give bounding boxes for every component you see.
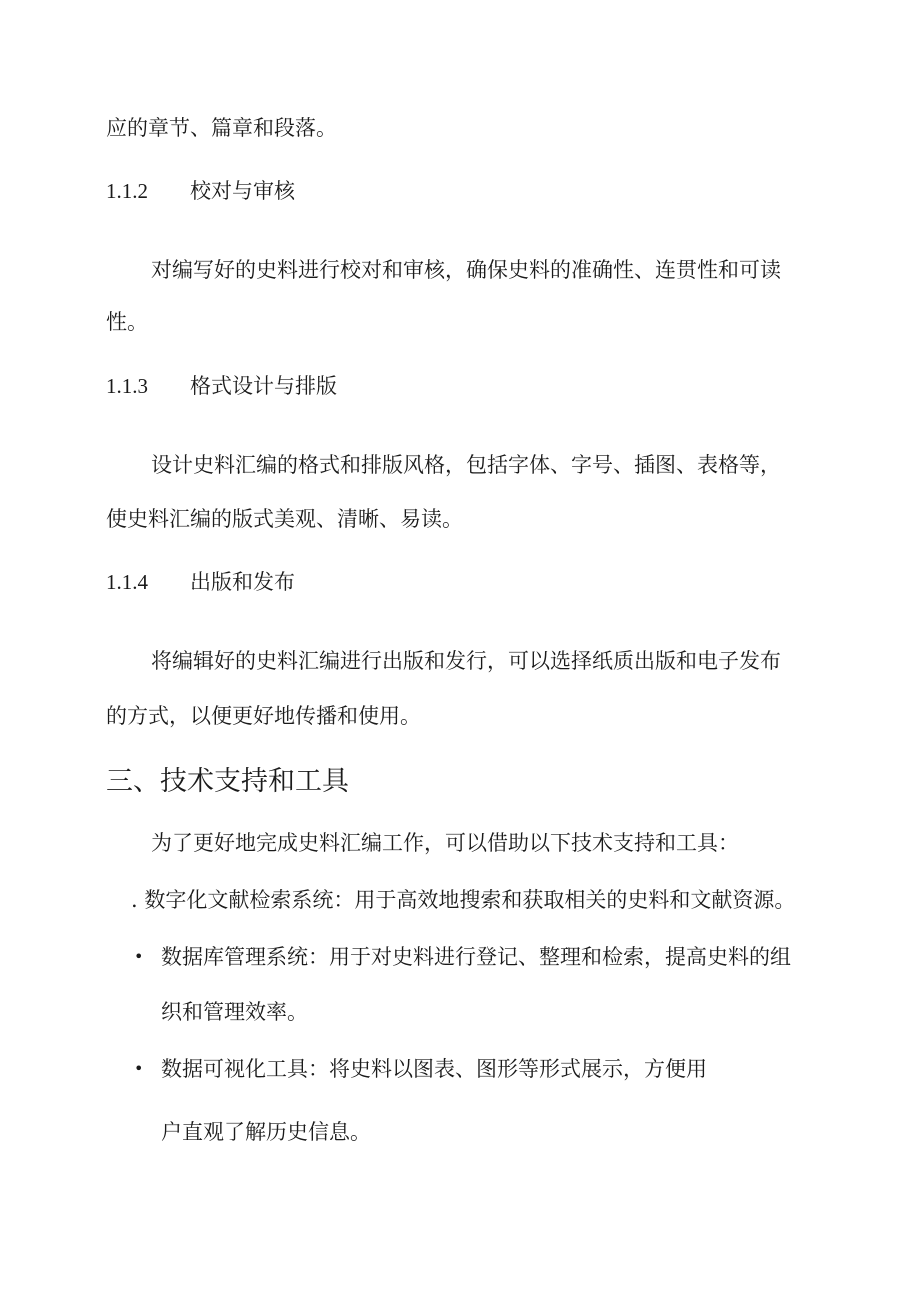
section-number-1-1-3: 1.1.3 [106,374,148,398]
section-title-1-1-2: 校对与审核 [190,179,295,203]
section-title-1-1-3: 格式设计与排版 [190,374,337,398]
paragraph-continuation: 应的章节、篇章和段落。 [106,116,337,140]
section-number-1-1-2: 1.1.2 [106,179,148,203]
list-item-3-line-1: 数据可视化工具：将史料以图表、图形等形式展示，方便用 [161,1057,707,1081]
section-body-line-2: 性。 [106,310,148,334]
list-item-3-line-2: 户直观了解历史信息。 [161,1120,371,1144]
list-item-2-line-1: 数据库管理系统：用于对史料进行登记、整理和检索，提高史料的组 [161,945,791,969]
chapter-heading: 三、技术支持和工具 [106,766,349,797]
section-body-line-1: 设计史料汇编的格式和排版风格，包括字体、字号、插图、表格等， [151,453,781,477]
list-item-1: . 数字化文献检索系统：用于高效地搜索和获取相关的史料和文献资源。 [131,888,796,912]
list-item-2-line-2: 织和管理效率。 [161,1000,308,1024]
section-number-1-1-4: 1.1.4 [106,570,148,594]
bullet-icon: • [134,1059,144,1078]
section-body-line-1: 对编写好的史料进行校对和审核，确保史料的准确性、连贯性和可读 [151,258,781,282]
section-title-1-1-4: 出版和发布 [190,570,295,594]
chapter-intro: 为了更好地完成史料汇编工作，可以借助以下技术支持和工具： [151,831,739,855]
section-body-line-2: 使史料汇编的版式美观、清晰、易读。 [106,507,463,531]
section-body-line-2: 的方式，以便更好地传播和使用。 [106,704,421,728]
section-body-line-1: 将编辑好的史料汇编进行出版和发行，可以选择纸质出版和电子发布 [151,649,781,673]
bullet-icon: • [134,947,144,966]
